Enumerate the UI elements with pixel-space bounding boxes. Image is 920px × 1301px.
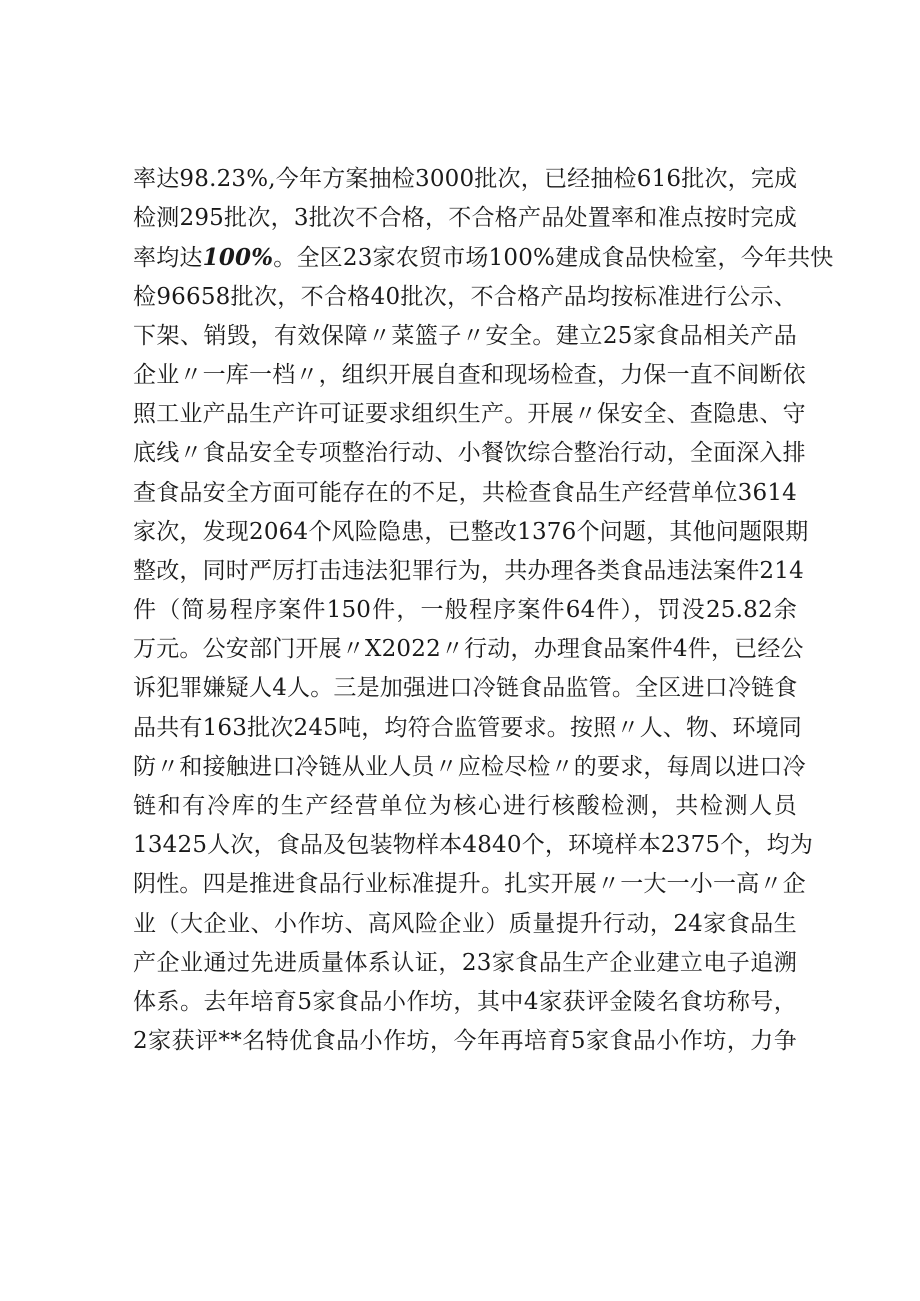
text-line: 品共有163批次245吨，均符合监管要求。按照〃人、物、环境同: [133, 714, 802, 741]
text-segment: 率均达: [133, 245, 203, 272]
text-line: 件（简易程序案件150件，一般程序案件64件），罚没25.82余: [133, 597, 797, 624]
text-line: 检96658批次，不合格40批次，不合格产品均按标准进行公示、: [133, 283, 797, 310]
text-line: 阴性。四是推进食品行业标准提升。扎实开展〃一大一小一高〃企: [133, 871, 806, 898]
text-line: 体系。去年培育5家食品小作坊，其中4家获评金陵名食坊称号，: [133, 988, 797, 1015]
text-line: 万元。公安部门开展〃X2022〃行动，办理食品案件4件，已经公: [133, 636, 804, 663]
text-line: 查食品安全方面可能存在的不足，共检查食品生产经营单位3614: [133, 479, 797, 506]
text-line: [133, 238, 834, 277]
text-line: 防〃和接触进口冷链从业人员〃应检尽检〃的要求，每周以进口冷: [133, 753, 806, 780]
text-segment: 。全区23家农贸市场100%建成食品快检室，今年共快: [273, 245, 834, 272]
text-line: 诉犯罪嫌疑人4人。三是加强进口冷链食品监管。全区进口冷链食: [133, 675, 798, 702]
text-line: 率达98.23%,今年方案抽检3000批次，已经抽检616批次，完成: [133, 166, 798, 192]
text-line: 整改，同时严厉打击违法犯罪行为，共办理各类食品违法案件214: [133, 557, 804, 584]
text-line: 照工业产品生产许可证要求组织生产。开展〃保安全、查隐患、守: [133, 401, 806, 428]
emphasis-percent: 100%: [202, 244, 274, 272]
text-line: 检测295批次，3批次不合格，不合格产品处置率和准点按时完成: [133, 205, 797, 232]
text-line: 下架、销毁，有效保障〃菜篮子〃安全。建立25家食品相关产品: [133, 322, 797, 349]
text-line: 家次，发现2064个风险隐患，已整改1376个问题，其他问题限期: [133, 518, 809, 545]
text-line: 2家获评**名特优食品小作坊，今年再培育5家食品小作坊，力争: [133, 1028, 797, 1055]
text-line: 链和有冷库的生产经营单位为核心进行核酸检测，共检测人员: [133, 793, 797, 819]
text-line: 业（大企业、小作坊、高风险企业）质量提升行动，24家食品生: [133, 910, 797, 937]
text-line: 底线〃食品安全专项整治行动、小餐饮综合整治行动，全面深入排: [133, 440, 806, 467]
text-line: 企业〃一库一档〃，组织开展自查和现场检查，力保一直不间断依: [133, 361, 806, 388]
text-line: 13425人次，食品及包装物样本4840个，环境样本2375个，均为: [133, 832, 814, 859]
text-line: 产企业通过先进质量体系认证，23家食品生产企业建立电子追溯: [133, 949, 797, 976]
body-text: [133, 160, 834, 1061]
